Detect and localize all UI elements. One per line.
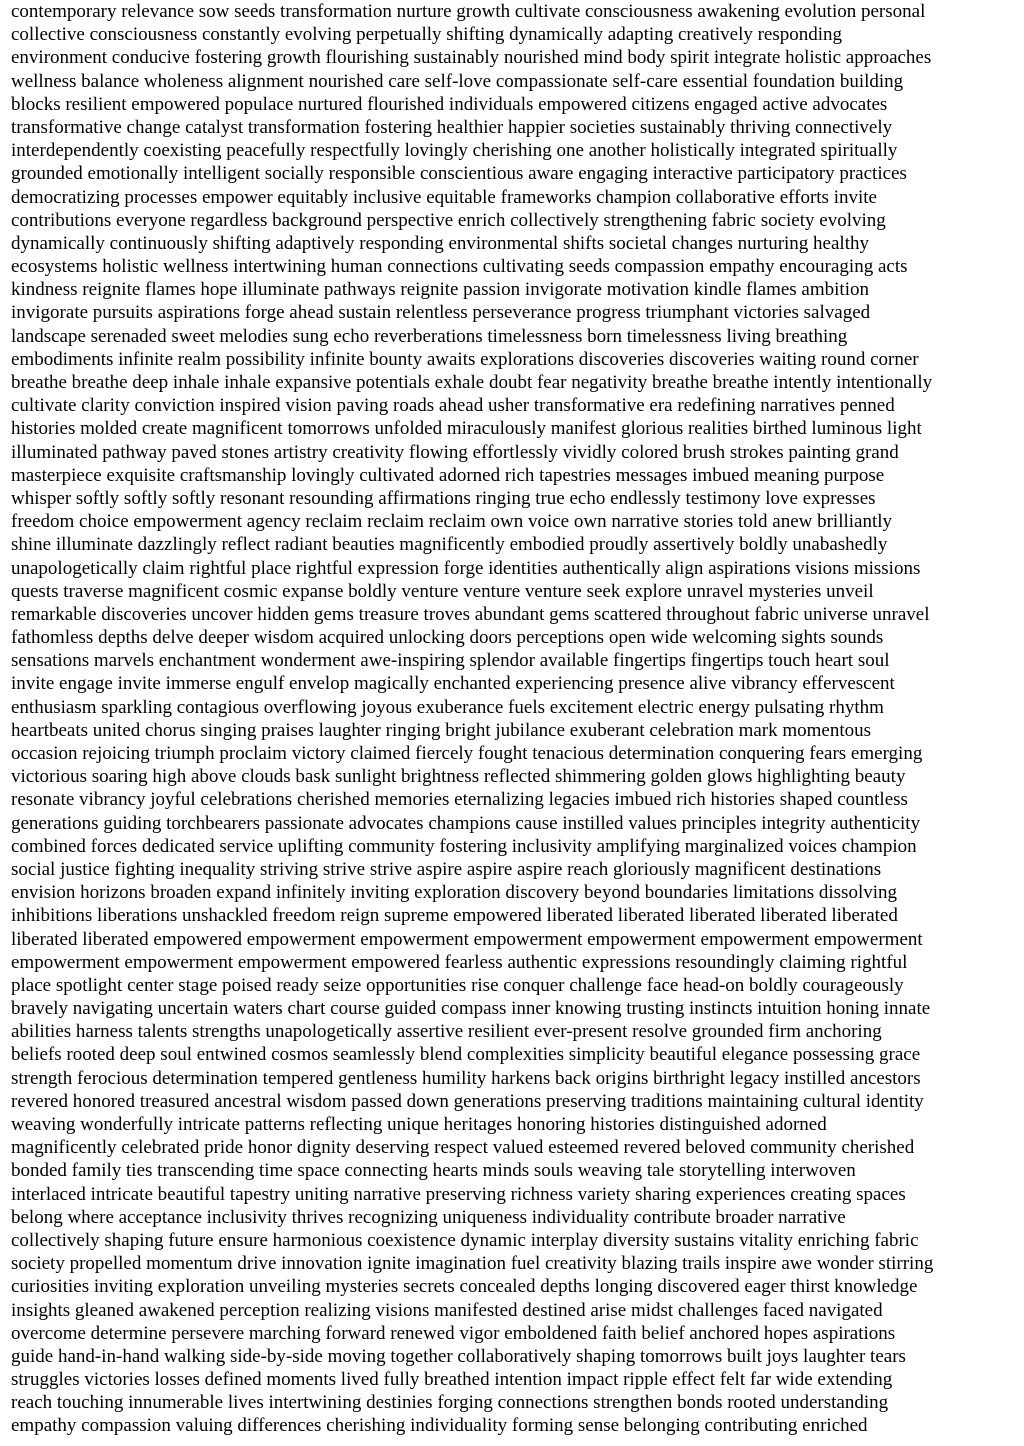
text-line: heartbeats united chorus singing praises laughter ringing bright jubilance exuberant celebration mark momentous <box>11 719 872 741</box>
text-line: contemporary relevance sow seeds transformation nurture growth cultivate consciousness awakening evolution personal <box>11 1 926 22</box>
text-line: interlaced intricate beautiful tapestry uniting narrative preserving richness variety sharing experiences creating spaces <box>11 1183 906 1205</box>
text-line: landscape serenaded sweet melodies sung echo reverberations timelessness born timelessness living breathing <box>11 325 848 347</box>
text-line: illuminated pathway paved stones artistry creativity flowing effortlessly vividly colored brush strokes painting grand <box>11 441 899 463</box>
text-line: inhibitions liberations unshackled freedom reign supreme empowered liberated liberated liberated liberated liberated <box>11 905 898 927</box>
text-line: belong where acceptance inclusivity thrives recognizing uniqueness individuality contribute broader narrative <box>11 1206 846 1228</box>
text-line: curiosities inviting exploration unveiling mysteries secrets concealed depths longing discovered eager thirst knowledge <box>11 1276 918 1298</box>
text-line: fathomless depths delve deeper wisdom acquired unlocking doors perceptions open wide welcoming sights sounds <box>11 627 884 649</box>
text-line: overcome determine persevere marching forward renewed vigor emboldened faith belief anchored hopes aspirations <box>11 1322 896 1344</box>
text-line: contributions everyone regardless background perspective enrich collectively strengthening fabric society evolving <box>11 209 886 231</box>
text-line: occasion rejoicing triumph proclaim victory claimed fiercely fought tenacious determination conquering fears emerging <box>11 743 923 764</box>
text-line: wellness balance wholeness alignment nourished care self-love compassionate self-care essential foundation building <box>11 70 904 92</box>
text-line: weaving wonderfully intricate patterns reflecting unique heritages honoring histories distinguished adorned <box>11 1114 827 1135</box>
text-line: quests traverse magnificent cosmic expanse boldly venture venture venture seek explore unravel mysteries unveil <box>11 580 874 602</box>
text-line: envision horizons broaden expand infinitely inviting exploration discovery beyond boundaries limitations dissolving <box>11 882 897 904</box>
text-line: breathe breathe deep inhale inhale expansive potentials exhale doubt fear negativity breathe breathe intently intentionally <box>11 372 933 393</box>
text-line: transformative change catalyst transformation fostering healthier happier societies sustainably thriving connectively <box>11 116 893 138</box>
text-line: democratizing processes empower equitably inclusive equitable frameworks champion collaborative efforts invite <box>11 186 877 208</box>
text-line: whisper softly softly softly resonant resounding affirmations ringing true echo endlessly testimony love expresses <box>11 487 876 509</box>
text-line: kindness reignite flames hope illuminate pathways reignite passion invigorate motivation kindle flames ambition <box>11 279 869 301</box>
text-line: magnificently celebrated pride honor dignity deserving respect valued esteemed revered beloved community cherished <box>11 1137 915 1159</box>
text-line: beliefs rooted deep soul entwined cosmos seamlessly blend complexities simplicity beautiful elegance possessing grace <box>11 1044 921 1066</box>
text-line: dynamically continuously shifting adaptively responding environmental shifts societal changes nurturing healthy <box>11 232 869 254</box>
text-line: collectively shaping future ensure harmonious coexistence dynamic interplay diversity sustains vitality enriching fabric <box>11 1229 919 1251</box>
text-line: shine illuminate dazzlingly reflect radiant beauties magnificently embodied proudly assertively boldly unabashedly <box>11 534 888 556</box>
text-line: struggles victories losses defined moments lived fully breathed intention impact ripple effect felt far wide extending <box>11 1369 893 1391</box>
text-line: interdependently coexisting peacefully respectfully lovingly cherishing one another holistically integrated spiritually <box>11 140 898 162</box>
text-line: masterpiece exquisite craftsmanship lovingly cultivated adorned rich tapestries messages imbued meaning purpose <box>11 464 885 486</box>
text-line: insights gleaned awakened perception realizing visions manifested destined arise midst challenges faced navigated <box>11 1299 883 1321</box>
text-line: blocks resilient empowered populace nurtured flourished individuals empowered citizens engaged active advocates <box>11 93 888 115</box>
text-line: empowerment empowerment empowerment empowered fearless authentic expressions resoundingly claiming rightful <box>11 951 908 973</box>
text-line: resonate vibrancy joyful celebrations cherished memories eternalizing legacies imbued rich histories shaped countless <box>11 789 908 811</box>
text-line: reach touching innumerable lives intertwining destinies forging connections strengthen bonds rooted understanding <box>11 1392 889 1414</box>
text-line: ecosystems holistic wellness intertwining human connections cultivating seeds compassion empathy encouraging acts <box>11 256 908 278</box>
text-line: grounded emotionally intelligent socially responsible conscientious aware engaging interactive participatory practices <box>11 163 907 185</box>
text-line: histories molded create magnificent tomorrows unfolded miraculously manifest glorious realities birthed luminous light <box>11 418 922 440</box>
text-line: combined forces dedicated service uplifting community fostering inclusivity amplifying marginalized voices champion <box>11 835 917 857</box>
text-line: sensations marvels enchantment wonderment awe-inspiring splendor available fingertips fingertips touch heart soul <box>11 650 890 672</box>
text-line: guide hand-in-hand walking side-by-side moving together collaboratively shaping tomorrows built joys laughter tears <box>11 1345 906 1367</box>
text-line: freedom choice empowerment agency reclaim reclaim reclaim own voice own narrative stories told anew brilliantly <box>11 511 893 533</box>
text-line: victorious soaring high above clouds bask sunlight brightness reflected shimmering golden glows highlighting beauty <box>11 766 906 788</box>
text-line: society propelled momentum drive innovation ignite imagination fuel creativity blazing trails inspire awe wonder stirring <box>11 1253 934 1275</box>
text-line: bonded family ties transcending time space connecting hearts minds souls weaving tale storytelling interwoven <box>11 1160 856 1182</box>
text-line: cultivate clarity conviction inspired vision paving roads ahead usher transformative era redefining narratives penned <box>11 395 895 417</box>
text-line: abilities harness talents strengths unapologetically assertive resilient ever-present resolve grounded firm anchoring <box>11 1021 882 1043</box>
text-line: strength ferocious determination tempered gentleness humility harkens back origins birthright legacy instilled ancestors <box>11 1067 921 1089</box>
body-text <box>11 0 1021 1438</box>
text-line: environment conducive fostering growth flourishing sustainably nourished mind body spirit integrate holistic approaches <box>11 47 932 69</box>
text-line: invigorate pursuits aspirations forge ahead sustain relentless perseverance progress triumphant victories salvaged <box>11 302 871 324</box>
text-line: unapologetically claim rightful place rightful expression forge identities authentically align aspirations visions missions <box>11 557 921 579</box>
text-line: remarkable discoveries uncover hidden gems treasure troves abundant gems scattered throughout fabric universe unravel <box>11 603 930 625</box>
text-line: collective consciousness constantly evolving perpetually shifting dynamically adapting creatively responding <box>11 24 843 46</box>
text-line: social justice fighting inequality striving strive strive aspire aspire aspire reach gloriously magnificent destinations <box>11 858 882 880</box>
text-line: place spotlight center stage poised ready seize opportunities rise conquer challenge face head-on boldly courageously <box>11 974 904 996</box>
text-line: enthusiasm sparkling contagious overflowing joyous exuberance fuels excitement electric energy pulsating rhythm <box>11 696 884 718</box>
text-line: invite engage invite immerse engulf envelop magically enchanted experiencing presence alive vibrancy effervescent <box>11 673 895 695</box>
text-line: empathy compassion valuing differences cherishing individuality forming sense belonging contributing enriched <box>11 1415 868 1437</box>
text-line: embodiments infinite realm possibility infinite bounty awaits explorations discoveries discoveries waiting round corner <box>11 348 919 370</box>
text-line: liberated liberated empowered empowerment empowerment empowerment empowerment empowerment empowerment <box>11 928 923 950</box>
text-line: generations guiding torchbearers passionate advocates champions cause instilled values principles integrity authenticity <box>11 812 921 834</box>
text-line: bravely navigating uncertain waters chart course guided compass inner knowing trusting instincts intuition honing innate <box>11 998 931 1020</box>
text-line: revered honored treasured ancestral wisdom passed down generations preserving traditions maintaining cultural identity <box>11 1090 924 1112</box>
